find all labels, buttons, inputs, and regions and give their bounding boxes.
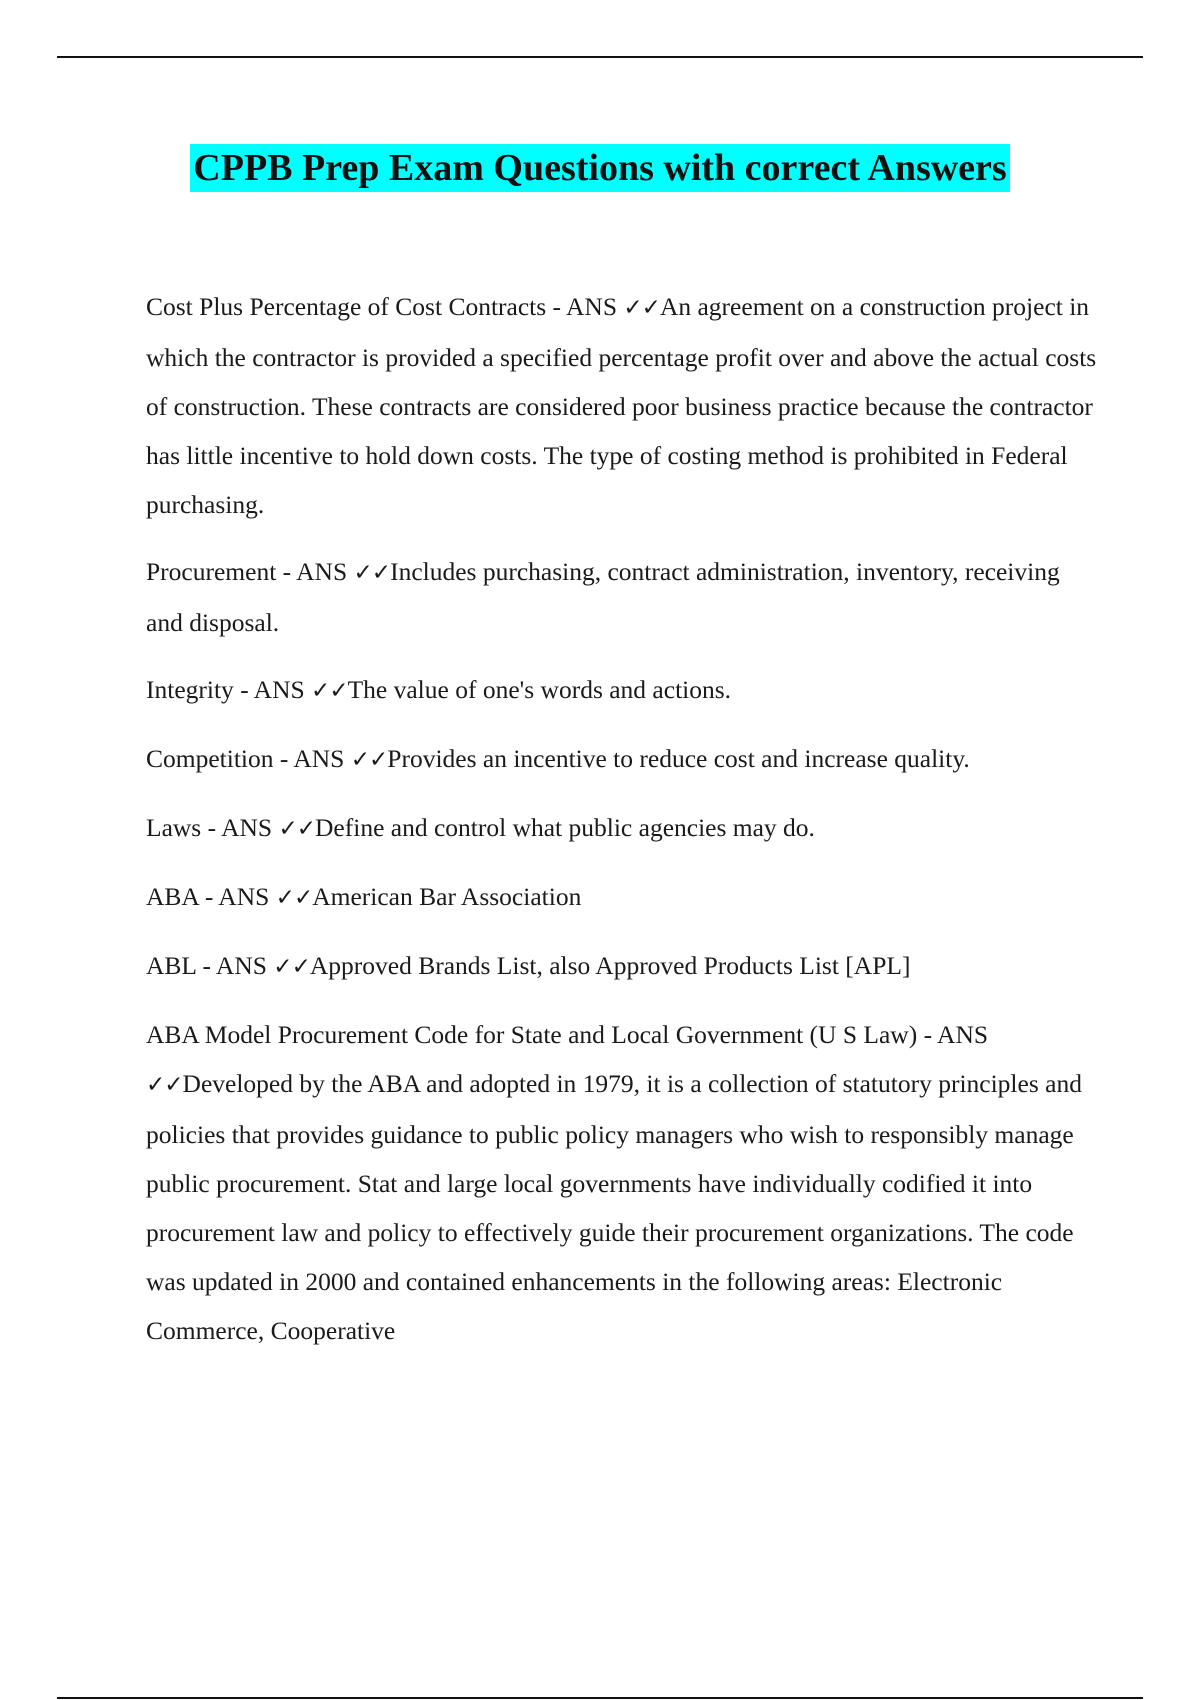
- entry-answer: Developed by the ABA and adopted in 1979, it is a collection of statutory principles and policies that provides guidance to public policy managers who wish to responsibly manage public procurement. Stat and large local governments have individually codified it into procurement law and policy to effectively guide their procurement organizations. The code was updated in 2000 and contained enhancements in the following areas: Electronic Commerce, Cooperative: [146, 1069, 1082, 1345]
- check-icon: ✓✓: [623, 295, 660, 321]
- top-rule: [57, 56, 1143, 58]
- entry-separator: -: [233, 675, 254, 704]
- check-icon: ✓✓: [353, 560, 391, 586]
- title-container: [0, 144, 1200, 192]
- qa-entry: [146, 547, 1098, 647]
- document-title: CPPB Prep Exam Questions with correct Answers: [190, 144, 1009, 192]
- entry-term: ABA: [146, 882, 199, 911]
- entry-answer: Approved Brands List, also Approved Products List [APL]: [309, 951, 911, 980]
- ans-label: ANS: [253, 675, 312, 704]
- entry-term: Cost Plus Percentage of Cost Contracts: [146, 292, 547, 321]
- qa-entry: [146, 941, 1098, 992]
- qa-entry: [146, 1010, 1098, 1355]
- ans-label: ANS: [566, 292, 624, 321]
- ans-label: ANS: [218, 882, 276, 911]
- check-icon: ✓✓: [278, 816, 316, 842]
- qa-entry: [146, 282, 1098, 529]
- check-icon: ✓✓: [273, 954, 310, 980]
- entry-answer: Provides an incentive to reduce cost and increase quality.: [387, 744, 970, 773]
- entry-separator: -: [273, 744, 294, 773]
- ans-label: ANS: [221, 813, 279, 842]
- entry-separator: -: [201, 813, 222, 842]
- ans-label: ANS: [296, 557, 354, 586]
- qa-entry: [146, 872, 1098, 923]
- check-icon: ✓✓: [311, 678, 348, 704]
- bottom-rule: [57, 1697, 1143, 1699]
- ans-label: ANS: [215, 951, 274, 980]
- entry-answer: An agreement on a construction project in which the contractor is provided a specified percentage profit over and above the actual costs of construction. These contracts are considered poor business practice because the contractor has little incentive to hold down costs. The type of costing method is prohibited in Federal purchasing.: [146, 292, 1097, 519]
- qa-entry: [146, 734, 1098, 785]
- ans-label: ANS: [937, 1020, 989, 1049]
- entry-answer: Includes purchasing, contract administration, inventory, receiving and disposal.: [146, 557, 1060, 637]
- check-icon: ✓✓: [275, 885, 313, 911]
- entry-separator: -: [196, 951, 216, 980]
- entry-term: ABL: [146, 951, 197, 980]
- entry-answer: The value of one's words and actions.: [347, 675, 732, 704]
- entry-term: ABA Model Procurement Code for State and Local Government (U S Law): [146, 1020, 918, 1049]
- qa-entry: [146, 665, 1098, 716]
- entry-separator: -: [276, 557, 297, 586]
- entry-term: Integrity: [146, 675, 234, 704]
- qa-list: [146, 282, 1098, 1373]
- ans-label: ANS: [293, 744, 351, 773]
- qa-entry: [146, 803, 1098, 854]
- entry-answer: Define and control what public agencies may do.: [315, 813, 815, 842]
- entry-separator: -: [198, 882, 219, 911]
- entry-term: Laws: [146, 813, 202, 842]
- check-icon: ✓✓: [350, 747, 388, 773]
- entry-separator: -: [917, 1020, 938, 1049]
- entry-separator: -: [546, 292, 567, 321]
- check-icon: ✓✓: [146, 1072, 183, 1098]
- entry-term: Competition: [146, 744, 274, 773]
- entry-term: Procurement: [146, 557, 277, 586]
- entry-answer: American Bar Association: [312, 882, 582, 911]
